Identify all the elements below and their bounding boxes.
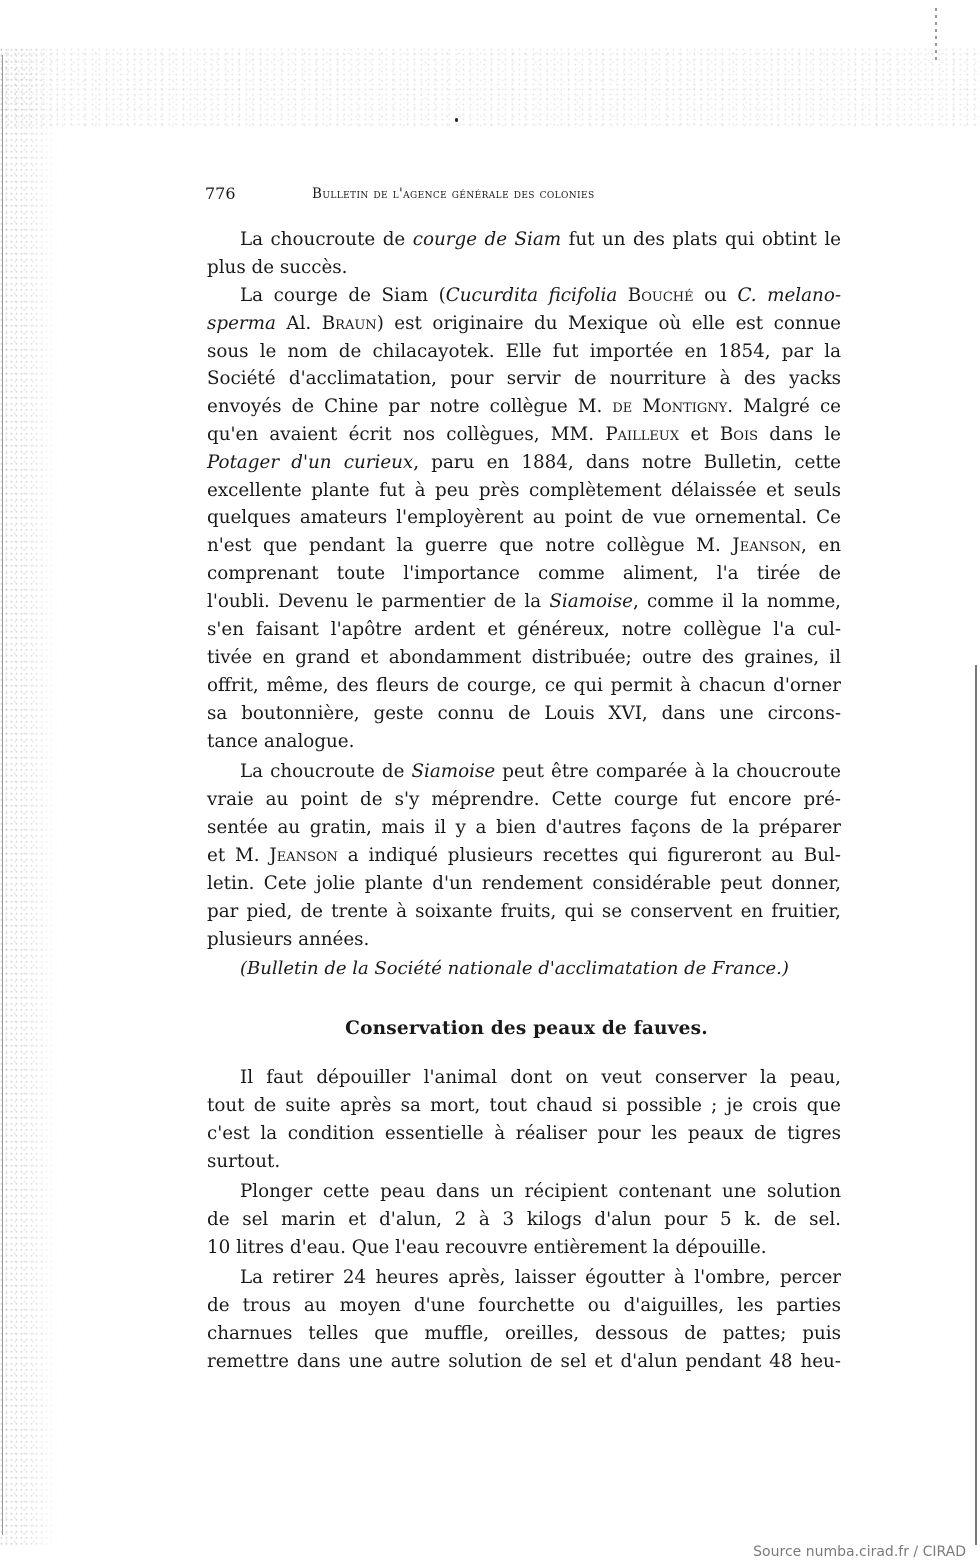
- text-line: n'est que pendant la guerre que notre collègue M. Jeanson, en: [207, 535, 842, 556]
- text-line: La courge de Siam (Cucurdita ficifolia Bouché ou C. melano-: [240, 285, 842, 306]
- text-line: letin. Cete jolie plante d'un rendement considérable peut donner,: [207, 873, 841, 894]
- text-line: par pied, de trente à soixante fruits, qui se conservent en fruitier,: [207, 901, 841, 922]
- text-line: Société d'acclimatation, pour servir de nourriture à des yacks: [207, 368, 841, 389]
- scan-speck: [455, 118, 458, 122]
- text-line: sous le nom de chilacayotek. Elle fut importée en 1854, par la: [207, 341, 841, 362]
- source-attribution: Source numba.cirad.fr / CIRAD: [753, 1544, 966, 1560]
- text-line: surtout.: [207, 1151, 281, 1172]
- page-edge-right: [975, 665, 977, 1545]
- text-line: La choucroute de Siamoise peut être comparée à la choucroute: [240, 761, 841, 782]
- text-line: La retirer 24 heures après, laisser égoutter à l'ombre, percer: [240, 1267, 841, 1288]
- running-header: [205, 184, 845, 208]
- text-line: 10 litres d'eau. Que l'eau recouvre entièrement la dépouille.: [207, 1237, 767, 1258]
- text-line: sa boutonnière, geste connu de Louis XVI, dans une circons-: [207, 703, 841, 724]
- scan-noise-top: [0, 48, 980, 128]
- text-line: sentée au gratin, mais il y a bien d'autres façons de la préparer: [207, 817, 841, 838]
- text-line: tance analogue.: [207, 731, 355, 752]
- scan-mark-top-right: [935, 8, 937, 63]
- text-line: comprenant toute l'importance comme aliment, l'a tirée de: [207, 563, 841, 584]
- running-title: bulletin de l'agence générale des colonies: [312, 186, 595, 202]
- text-line: La choucroute de courge de Siam fut un des plats qui obtint le: [240, 229, 842, 250]
- text-line: qu'en avaient écrit nos collègues, MM. Pailleux et Bois dans le: [207, 424, 841, 445]
- text-line: vraie au point de s'y méprendre. Cette courge fut encore pré-: [207, 789, 841, 810]
- source-citation: (Bulletin de la Société nationale d'acclimatation de France.): [240, 958, 789, 979]
- text-line: offrit, même, des fleurs de courge, ce qui permit à chacun d'orner: [207, 675, 841, 696]
- text-line: de sel marin et d'alun, 2 à 3 kilogs d'alun pour 5 k. de sel.: [207, 1209, 841, 1230]
- text-line: de trous au moyen d'une fourchette ou d'aiguilles, les parties: [207, 1295, 841, 1316]
- text-line: quelques amateurs l'employèrent au point de vue ornemental. Ce: [207, 507, 841, 528]
- text-line: Plonger cette peau dans un récipient contenant une solution: [240, 1181, 841, 1202]
- section-title: Conservation des peaux de fauves.: [345, 1018, 708, 1039]
- scan-noise-left: [0, 48, 60, 1548]
- text-line: c'est la condition essentielle à réaliser pour les peaux de tigres: [207, 1123, 841, 1144]
- text-line: tivée en grand et abondamment distribuée; outre des graines, il: [207, 647, 841, 668]
- text-line: charnues telles que muffle, oreilles, dessous de pattes; puis: [207, 1323, 841, 1344]
- text-line: s'en faisant l'apôtre ardent et généreux, notre collègue l'a cul-: [207, 619, 841, 640]
- text-line: excellente plante fut à peu près complètement délaissée et seuls: [207, 480, 841, 501]
- text-line: plus de succès.: [207, 257, 348, 278]
- text-line: Il faut dépouiller l'animal dont on veut conserver la peau,: [240, 1067, 841, 1088]
- text-line: et M. Jeanson a indiqué plusieurs recettes qui figureront au Bul-: [207, 845, 841, 866]
- text-line: envoyés de Chine par notre collègue M. de Montigny. Malgré ce: [207, 396, 842, 417]
- page-number: 776: [205, 184, 236, 203]
- text-line: Potager d'un curieux, paru en 1884, dans notre Bulletin, cette: [207, 452, 841, 473]
- text-line: l'oubli. Devenu le parmentier de la Siamoise, comme il la nomme,: [207, 591, 841, 612]
- text-line: tout de suite après sa mort, tout chaud si possible ; je crois que: [207, 1095, 841, 1116]
- text-line: plusieurs années.: [207, 929, 370, 950]
- text-line: remettre dans une autre solution de sel et d'alun pendant 48 heu-: [207, 1351, 841, 1372]
- page-edge-left: [2, 55, 3, 1535]
- text-line: sperma Al. Braun) est originaire du Mexique où elle est connue: [207, 313, 841, 334]
